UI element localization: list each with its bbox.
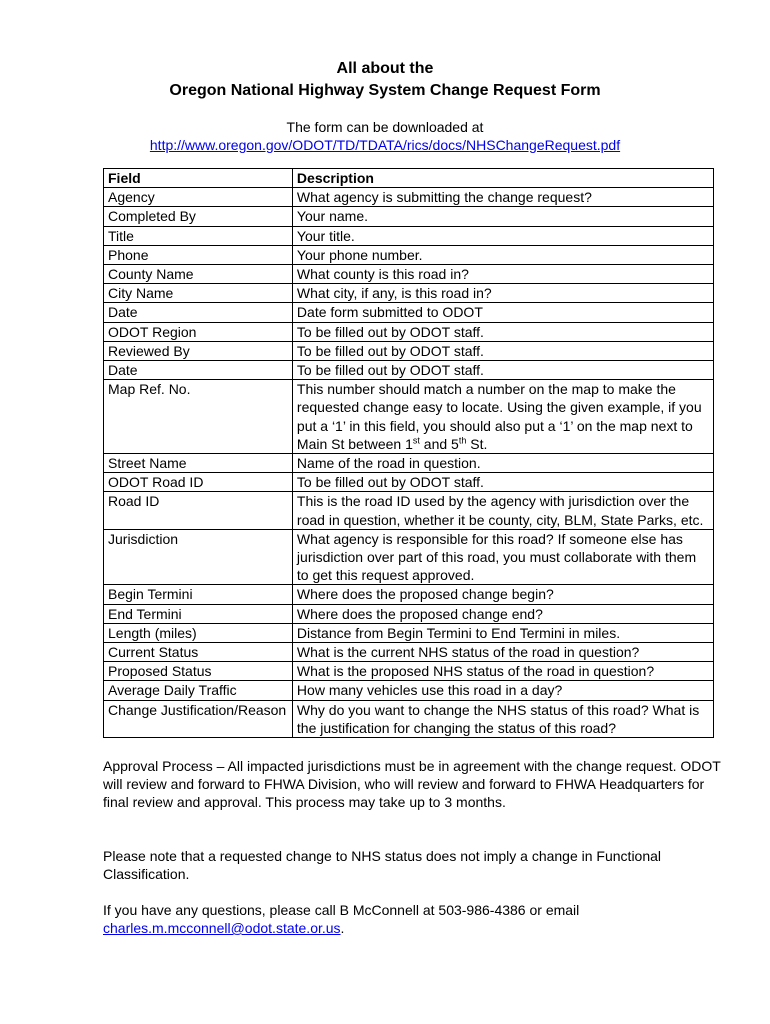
row-field: ODOT Region (104, 322, 293, 341)
row-description: What city, if any, is this road in? (292, 284, 713, 303)
row-description: Why do you want to change the NHS status of this road? What is the justification for changing the status of this road? (292, 700, 713, 737)
row-field: Jurisdiction (104, 529, 293, 585)
row-description: What is the proposed NHS status of the road in question? (292, 662, 713, 681)
row-description: To be filled out by ODOT staff. (292, 361, 713, 380)
row-description: Where does the proposed change begin? (292, 585, 713, 604)
table-row (104, 207, 714, 226)
table-row (104, 380, 714, 454)
table-row (104, 662, 714, 681)
row-field: Date (104, 303, 293, 322)
contact-period: . (340, 920, 345, 936)
row-description: Where does the proposed change end? (292, 604, 713, 623)
header-description: Description (292, 169, 713, 188)
row-field: City Name (104, 284, 293, 303)
row-field: Road ID (104, 492, 293, 529)
superscript-th: th (458, 435, 467, 446)
table-row (104, 284, 714, 303)
document-title-line1: All about the (336, 60, 434, 77)
row-field: Begin Termini (104, 585, 293, 604)
table-row (104, 454, 714, 473)
row-description: What county is this road in? (292, 265, 713, 284)
table-header-row (104, 169, 714, 188)
row-field: Completed By (104, 207, 293, 226)
table-row (104, 245, 714, 264)
table-row (104, 492, 714, 529)
row-field: Phone (104, 245, 293, 264)
map-ref-description-text: This number should match a number on the map to make the requested change easy to locate. Using the given example, if you put a ‘1’ in this field, you should also put a ‘1’ on the map next to Main St between 1 (296, 381, 702, 452)
table-row (104, 303, 714, 322)
table-row (104, 226, 714, 245)
contact-paragraph (103, 901, 723, 937)
row-field: Proposed Status (104, 662, 293, 681)
row-field: Agency (104, 188, 293, 207)
download-url-line (0, 136, 770, 154)
row-description: Name of the road in question. (292, 454, 713, 473)
row-description: To be filled out by ODOT staff. (292, 473, 713, 492)
table-row (104, 341, 714, 360)
table-row (104, 322, 714, 341)
contact-email-link[interactable]: charles.m.mcconnell@odot.state.or.us (103, 920, 341, 936)
row-field: Change Justification/Reason (104, 700, 293, 737)
row-field: ODOT Road ID (104, 473, 293, 492)
row-field: Map Ref. No. (104, 380, 293, 454)
table-row (104, 585, 714, 604)
table-row (104, 623, 714, 642)
table-row (104, 188, 714, 207)
row-field: Date (104, 361, 293, 380)
row-description (292, 380, 713, 454)
row-description: What is the current NHS status of the road in question? (292, 643, 713, 662)
row-description: Your phone number. (292, 245, 713, 264)
download-intro-text: The form can be downloaded at (286, 119, 484, 135)
row-field: Title (104, 226, 293, 245)
table-row (104, 529, 714, 585)
table-row (104, 361, 714, 380)
row-description: Your title. (292, 226, 713, 245)
header-field: Field (104, 169, 293, 188)
row-description: How many vehicles use this road in a day? (292, 681, 713, 700)
table-row (104, 643, 714, 662)
map-ref-description-and: and 5 (419, 435, 459, 452)
table-row (104, 265, 714, 284)
approval-process-paragraph: Approval Process – All impacted jurisdictions must be in agreement with the change request. ODOT will review and forward to FHWA Division, who will review and forward to FHWA Headquarters for final review and approval. This process may take up to 3 months. (103, 758, 721, 810)
contact-text: If you have any questions, please call B McConnell at 503-986-4386 or email (103, 902, 580, 918)
row-description: Date form submitted to ODOT (292, 303, 713, 322)
superscript-st: st (412, 435, 420, 446)
row-description: To be filled out by ODOT staff. (292, 322, 713, 341)
row-field: County Name (104, 265, 293, 284)
row-description: What agency is responsible for this road? If someone else has jurisdiction over part of this road, you must collaborate with them to get this request approved. (292, 529, 713, 585)
row-description: This is the road ID used by the agency with jurisdiction over the road in question, whether it be county, city, BLM, State Parks, etc. (292, 492, 713, 529)
row-field: Current Status (104, 643, 293, 662)
download-url-link[interactable]: http://www.oregon.gov/ODOT/TD/TDATA/rics/docs/NHSChangeRequest.pdf (149, 137, 621, 153)
row-field: Street Name (104, 454, 293, 473)
row-description: Distance from Begin Termini to End Termini in miles. (292, 623, 713, 642)
document-title-line2: Oregon National Highway System Change Request Form (169, 82, 601, 99)
map-ref-description-end: St. (466, 435, 488, 452)
fields-table (103, 168, 714, 738)
table-row (104, 604, 714, 623)
table-row (104, 681, 714, 700)
row-field: Length (miles) (104, 623, 293, 642)
classification-note-paragraph: Please note that a requested change to NHS status does not imply a change in Functional Classification. (103, 848, 662, 882)
table-row (104, 700, 714, 737)
row-field: Reviewed By (104, 341, 293, 360)
table-row (104, 473, 714, 492)
row-description: Your name. (292, 207, 713, 226)
row-field: Average Daily Traffic (104, 681, 293, 700)
row-description: What agency is submitting the change request? (292, 188, 713, 207)
row-description: To be filled out by ODOT staff. (292, 341, 713, 360)
row-field: End Termini (104, 604, 293, 623)
